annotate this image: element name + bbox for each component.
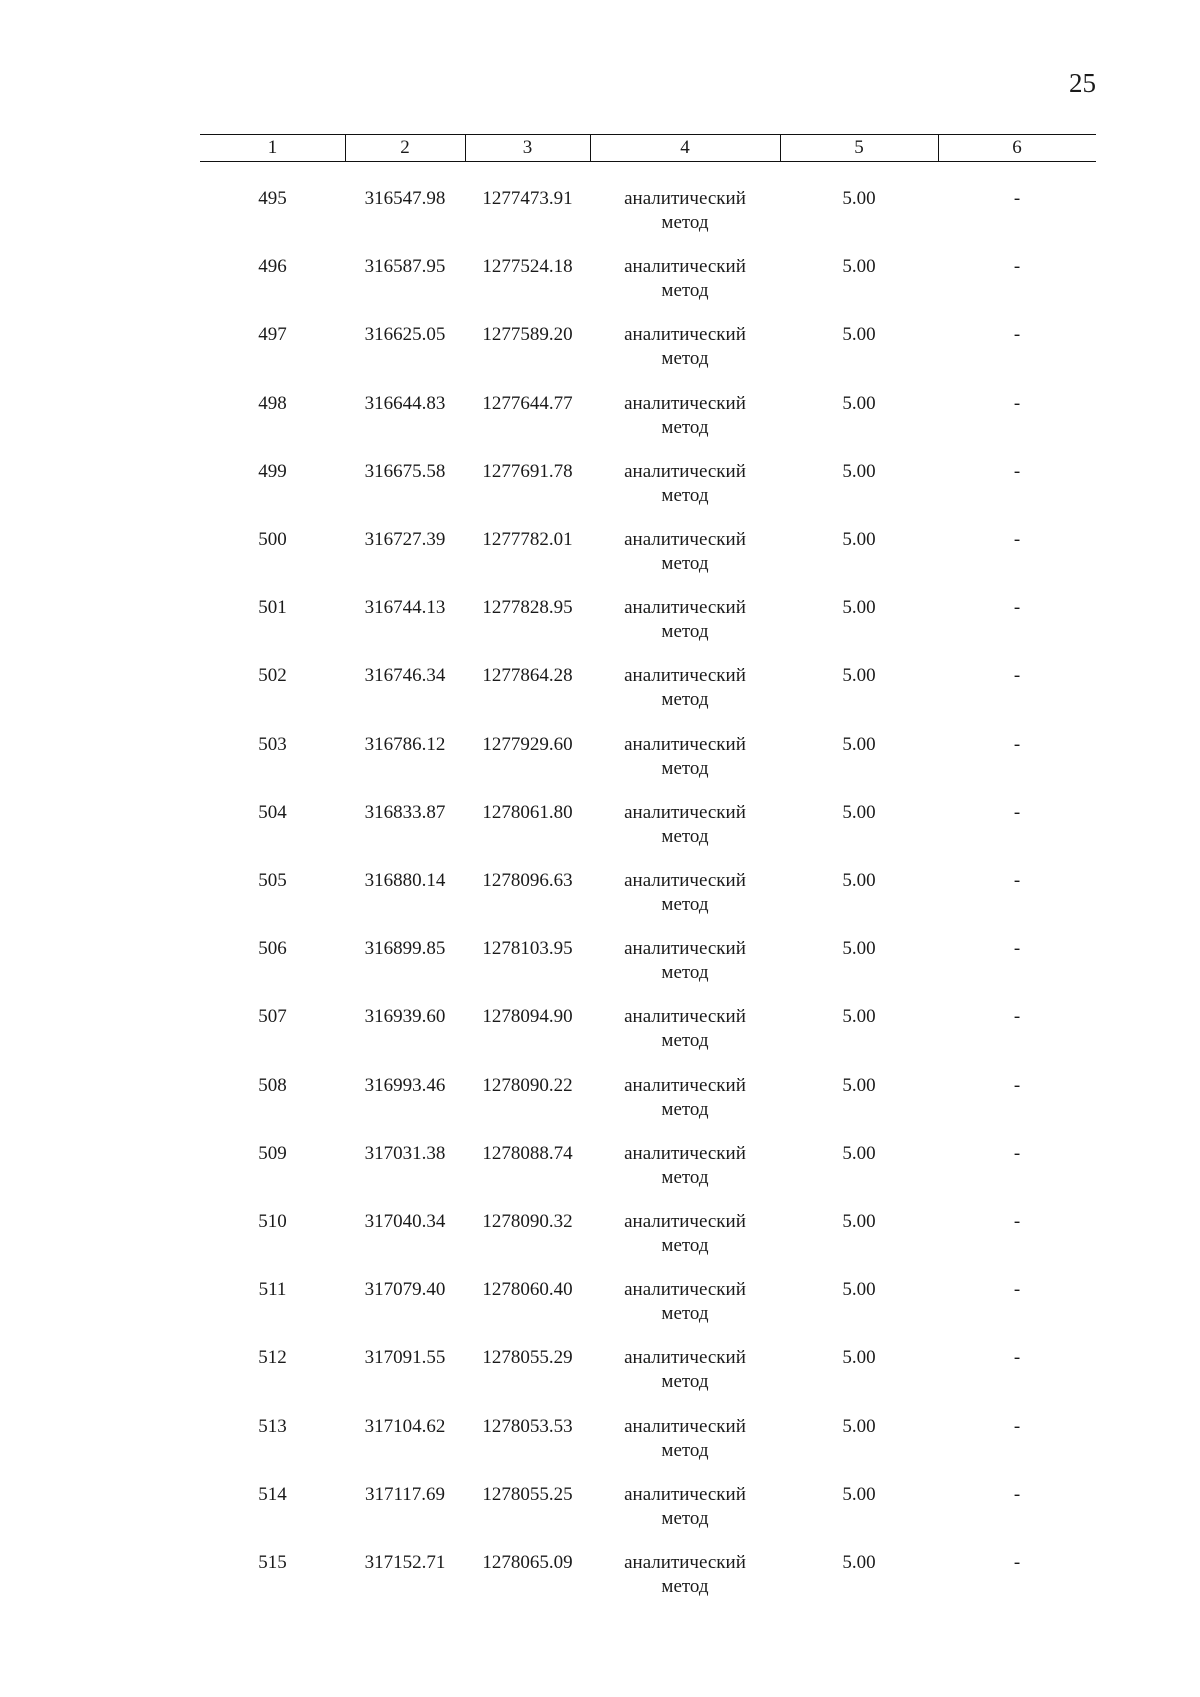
method-line-1: аналитический [624,1211,746,1232]
table-row [200,801,1096,869]
description-cell: - [1013,1279,1021,1301]
coordinate-x: 316644.83 [364,392,446,414]
table-row [200,187,1096,255]
coordinate-x: 316833.87 [364,801,446,823]
method-line-1: аналитический [624,597,746,619]
coordinate-x: 316939.60 [364,1006,446,1028]
description-cell: - [1013,324,1021,346]
coordinate-y: 1278090.22 [482,1074,573,1096]
column-header-4: 4 [680,137,690,158]
point-number: 506 [258,938,287,960]
coordinate-x: 316727.39 [364,529,446,550]
point-number: 500 [258,529,287,550]
point-number: 504 [258,801,287,823]
method-cell [590,1005,780,1053]
coordinate-y: 1277864.28 [482,665,573,687]
method-cell [590,869,780,917]
point-number: 514 [258,1483,287,1505]
method-cell [590,1210,780,1258]
coordinate-x: 316675.58 [364,460,446,482]
method-line-1: аналитический [624,870,746,891]
coordinate-x: 316746.34 [364,665,446,687]
table-row [200,323,1096,391]
accuracy-value: 5.00 [842,597,876,619]
description-cell: - [1013,1415,1021,1437]
description-cell: - [1013,733,1021,755]
method-line-2: метод [661,757,709,779]
table-row [200,1346,1096,1414]
accuracy-value: 5.00 [842,188,876,209]
coordinate-x: 317079.40 [364,1279,446,1301]
coordinate-y: 1278103.95 [482,938,573,960]
table-row [200,664,1096,732]
coordinate-y: 1278055.29 [482,1347,573,1369]
description-cell: - [1013,392,1021,414]
accuracy-value: 5.00 [842,256,876,278]
description-cell: - [1013,1347,1021,1369]
point-number: 502 [258,665,287,687]
point-number: 508 [258,1074,287,1096]
description-cell: - [1013,1142,1021,1164]
method-cell [590,528,780,576]
page-number: 25 [1069,68,1096,98]
point-number: 496 [258,256,287,278]
method-line-1: аналитический [624,392,746,414]
accuracy-value: 5.00 [842,938,876,960]
point-number: 501 [258,597,287,619]
accuracy-value: 5.00 [842,1347,876,1369]
table-row [200,1005,1096,1073]
column-header-6: 6 [1012,137,1022,158]
coordinate-y: 1277473.91 [482,188,573,209]
description-cell: - [1013,597,1021,619]
table-row [200,596,1096,664]
method-line-2: метод [661,484,709,506]
method-cell [590,187,780,235]
coordinate-y: 1277691.78 [482,460,573,482]
description-cell: - [1013,870,1021,891]
point-number: 498 [258,392,287,414]
table-row [200,1210,1096,1278]
table-row [200,733,1096,801]
coordinate-y: 1277782.01 [482,529,573,550]
coordinate-x: 316744.13 [364,597,446,619]
method-line-2: метод [661,1576,709,1597]
table-row [200,1551,1096,1619]
coordinate-x: 317152.71 [364,1552,446,1573]
table-row [200,1278,1096,1346]
method-line-2: метод [661,416,709,438]
method-line-1: аналитический [624,1074,746,1096]
coordinate-y: 1278090.32 [482,1211,573,1232]
method-line-2: метод [661,212,709,233]
method-line-1: аналитический [624,188,746,209]
accuracy-value: 5.00 [842,665,876,687]
description-cell: - [1013,188,1021,209]
method-line-1: аналитический [624,324,746,346]
point-number: 513 [258,1415,287,1437]
method-line-2: метод [661,621,709,643]
coordinate-y: 1277644.77 [482,392,573,414]
accuracy-value: 5.00 [842,1142,876,1164]
method-cell [590,937,780,985]
table-row [200,255,1096,323]
method-line-2: метод [661,689,709,711]
coordinate-x: 317040.34 [364,1211,446,1232]
method-line-1: аналитический [624,1415,746,1437]
coordinate-x: 316993.46 [364,1074,446,1096]
description-cell: - [1013,1211,1021,1232]
description-cell: - [1013,1552,1021,1573]
method-cell [590,733,780,781]
method-cell [590,801,780,849]
method-cell [590,392,780,440]
accuracy-value: 5.00 [842,324,876,346]
coordinate-x: 316899.85 [364,938,446,960]
table-row [200,1483,1096,1551]
coordinate-y: 1277589.20 [482,324,573,346]
method-line-1: аналитический [624,1006,746,1028]
table-row [200,937,1096,1005]
coordinate-y: 1278065.09 [482,1552,573,1573]
point-number: 510 [258,1211,287,1232]
method-line-2: метод [661,962,709,984]
point-number: 495 [258,188,287,209]
accuracy-value: 5.00 [842,1006,876,1028]
accuracy-value: 5.00 [842,392,876,414]
method-cell [590,1278,780,1326]
table-row [200,1415,1096,1483]
method-line-1: аналитический [624,1142,746,1164]
method-line-2: метод [661,1235,709,1256]
method-line-2: метод [661,1507,709,1529]
method-line-1: аналитический [624,938,746,960]
coordinate-y: 1278061.80 [482,801,573,823]
coordinate-y: 1278060.40 [482,1279,573,1301]
accuracy-value: 5.00 [842,801,876,823]
method-line-1: аналитический [624,733,746,755]
method-cell [590,1551,780,1599]
method-cell [590,1415,780,1463]
description-cell: - [1013,1483,1021,1505]
accuracy-value: 5.00 [842,1211,876,1232]
table-row [200,460,1096,528]
method-line-1: аналитический [624,1347,746,1369]
description-cell: - [1013,460,1021,482]
method-line-2: метод [661,1098,709,1120]
point-number: 505 [258,870,287,891]
point-number: 507 [258,1006,287,1028]
method-line-1: аналитический [624,1552,746,1573]
description-cell: - [1013,1074,1021,1096]
coordinate-x: 316625.05 [364,324,446,346]
accuracy-value: 5.00 [842,870,876,891]
accuracy-value: 5.00 [842,1415,876,1437]
accuracy-value: 5.00 [842,1279,876,1301]
method-line-2: метод [661,1303,709,1325]
column-header-5: 5 [854,137,864,158]
method-cell [590,664,780,712]
coordinate-x: 317117.69 [364,1483,446,1505]
description-cell: - [1013,665,1021,687]
coordinate-y: 1278088.74 [482,1142,573,1164]
method-line-1: аналитический [624,256,746,278]
method-line-2: метод [661,825,709,847]
accuracy-value: 5.00 [842,1074,876,1096]
method-cell [590,1074,780,1122]
method-line-2: метод [661,1166,709,1188]
method-line-1: аналитический [624,1279,746,1301]
point-number: 503 [258,733,287,755]
method-cell [590,1346,780,1394]
description-cell: - [1013,529,1021,550]
coordinate-y: 1277828.95 [482,597,573,619]
point-number: 499 [258,460,287,482]
coordinate-y: 1277524.18 [482,256,573,278]
coordinate-y: 1278055.25 [482,1483,573,1505]
coordinate-x: 317091.55 [364,1347,446,1369]
coordinate-y: 1278096.63 [482,870,573,891]
method-cell [590,460,780,508]
description-cell: - [1013,938,1021,960]
method-line-2: метод [661,1439,709,1461]
method-line-2: метод [661,894,709,915]
point-number: 511 [258,1279,287,1301]
point-number: 512 [258,1347,287,1369]
method-cell [590,323,780,371]
method-line-1: аналитический [624,529,746,550]
table-row [200,392,1096,460]
point-number: 515 [258,1552,287,1573]
table-row [200,1142,1096,1210]
table-row [200,1074,1096,1142]
column-header-2: 2 [400,137,410,158]
accuracy-value: 5.00 [842,529,876,550]
method-line-2: метод [661,348,709,370]
accuracy-value: 5.00 [842,1483,876,1505]
method-line-2: метод [661,280,709,302]
method-line-1: аналитический [624,665,746,687]
method-line-1: аналитический [624,801,746,823]
column-header-3: 3 [522,137,533,158]
accuracy-value: 5.00 [842,733,876,755]
method-cell [590,596,780,644]
method-line-1: аналитический [624,1483,746,1505]
method-cell [590,1142,780,1190]
method-cell [590,255,780,303]
description-cell: - [1013,801,1021,823]
method-cell [590,1483,780,1531]
point-number: 497 [258,324,287,346]
description-cell: - [1013,256,1021,278]
table-row [200,528,1096,596]
column-header-1: 1 [267,137,278,158]
point-number: 509 [258,1142,287,1164]
table-row [200,869,1096,937]
table-header [200,134,1096,162]
accuracy-value: 5.00 [842,460,876,482]
coordinate-x: 317104.62 [364,1415,446,1437]
description-cell: - [1013,1006,1021,1028]
method-line-1: аналитический [624,460,746,482]
coordinate-x: 317031.38 [364,1142,446,1164]
coordinate-y: 1278094.90 [482,1006,573,1028]
coordinate-x: 316547.98 [364,188,446,209]
method-line-2: метод [661,1371,709,1393]
coordinate-x: 316786.12 [364,733,446,755]
coordinate-y: 1277929.60 [482,733,573,755]
coordinate-y: 1278053.53 [482,1415,573,1437]
coordinate-x: 316587.95 [364,256,446,278]
method-line-2: метод [661,1030,709,1052]
method-line-2: метод [661,553,709,574]
coordinate-x: 316880.14 [364,870,446,891]
accuracy-value: 5.00 [842,1552,876,1573]
